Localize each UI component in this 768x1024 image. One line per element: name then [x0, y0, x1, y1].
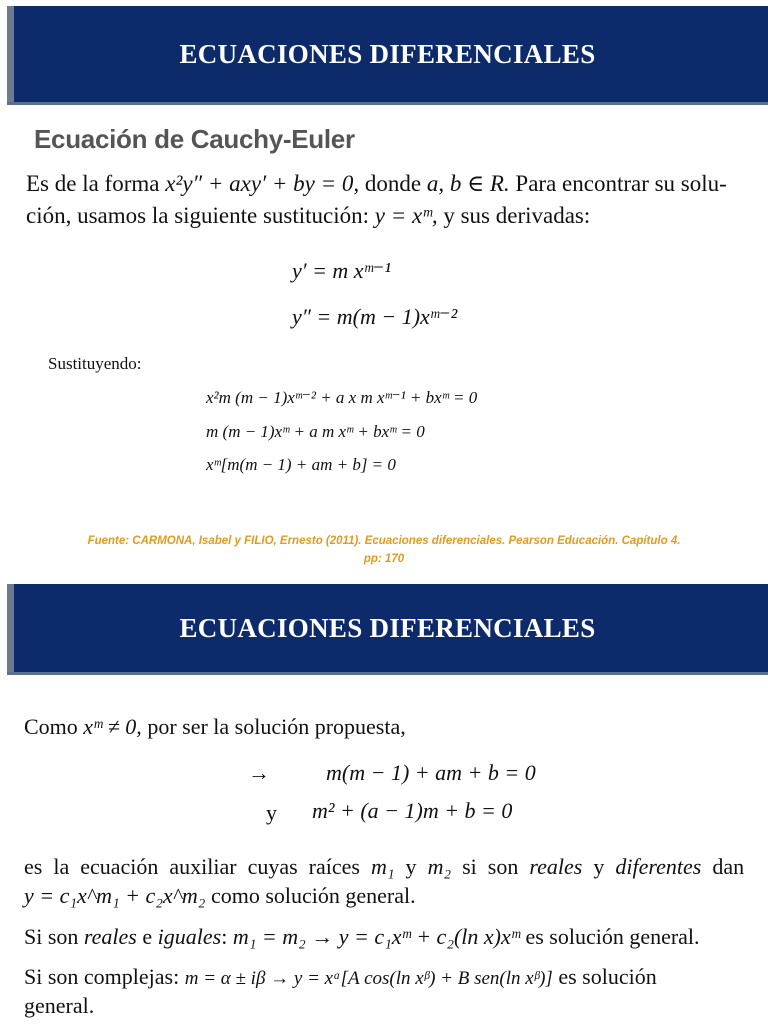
intro-equation: x²y″ + axy′ + by = 0,	[165, 171, 360, 196]
general-solution-eq: y = c₁x^m₁ + c₂x^m₂	[24, 883, 206, 908]
characteristic-eq-b: m² + (a − 1)m + b = 0	[312, 798, 513, 823]
intro-text-5: y sus derivadas:	[443, 203, 591, 228]
general-solution-line	[24, 881, 416, 910]
iguales-e: e	[142, 924, 153, 949]
intro-line-2	[26, 200, 590, 231]
como-rest: por ser la solución propuesta,	[147, 714, 406, 739]
slide-2	[0, 578, 768, 1024]
general-solution-rest: como solución general.	[210, 883, 416, 908]
label-sustituyendo: Sustituyendo:	[48, 354, 142, 373]
iguales-rest: es solución general.	[525, 924, 700, 949]
aux-m1: m₁	[370, 854, 395, 879]
iguales-text-1: Si son	[24, 924, 79, 949]
banner-title: ECUACIONES DIFERENCIALES	[179, 38, 596, 69]
como-word: Como	[24, 714, 78, 739]
aux-text-1: es la ecuación auxiliar cuyas raíces	[24, 854, 360, 879]
complex-line	[24, 962, 657, 993]
substitution-eq-3: xᵐ[m(m − 1) + am + b] = 0	[206, 455, 396, 474]
complex-rest: es solución	[558, 964, 657, 989]
substitution-eq-2: m (m − 1)xᵐ + a m xᵐ + bxᵐ = 0	[206, 422, 425, 441]
complex-last-line: general.	[24, 993, 95, 1018]
arrow-symbol: →	[248, 760, 270, 785]
iguales-equation: m₁ = m₂ → y = c₁xᵐ + c₂(ln x)xᵐ	[232, 924, 520, 949]
complex-text-1: Si son complejas:	[24, 964, 180, 989]
source-citation	[0, 532, 768, 568]
intro-text-2: donde	[364, 171, 422, 196]
intro-text-1: Es de la forma	[26, 171, 160, 196]
iguales-reales: reales	[83, 924, 137, 949]
aux-m2: m₂	[427, 854, 452, 879]
complex-equation: m = α ± iβ → y = xᵃ[A cos(ln xᵝ) + B sen(ln xᵝ)]	[184, 968, 553, 989]
intro-text-3: Para encontrar su solu-	[515, 171, 727, 196]
aux-diferentes: diferentes	[615, 854, 702, 879]
substitution-eq-1: x²m (m − 1)xᵐ⁻² + a x m xᵐ⁻¹ + bxᵐ = 0	[206, 388, 478, 407]
banner-shadow	[7, 6, 14, 102]
aux-reales: reales	[529, 854, 583, 879]
iguales-word: iguales	[157, 924, 222, 949]
aux-y: y	[405, 854, 417, 879]
iguales-line: Si son reales e iguales: m₁ = m₂ → y = c₁xᵐ + c₂(ln x)xᵐ es solución general.	[24, 924, 700, 949]
intro-text-4: ción, usamos la siguiente sustitución:	[26, 203, 370, 228]
intro-line-1	[26, 168, 727, 199]
derivative-1: y′ = m xᵐ⁻¹	[292, 258, 391, 283]
slide-1-banner	[7, 6, 768, 105]
slide-2-banner	[7, 584, 768, 675]
section-subtitle: Ecuación de Cauchy-Euler	[34, 124, 355, 154]
banner-title: ECUACIONES DIFERENCIALES	[179, 612, 596, 643]
source-line-1: Fuente: CARMONA, Isabel y FILIO, Ernesto (2011). Ecuaciones diferenciales. Pearson Educación. Capítulo 4.	[87, 535, 681, 547]
intro-substitution: y = xᵐ,	[374, 203, 438, 228]
derivative-2: y″ = m(m − 1)xᵐ⁻²	[292, 304, 458, 329]
auxiliary-line	[24, 852, 744, 881]
aux-text-4: dan	[712, 854, 745, 879]
characteristic-eq-a: m(m − 1) + am + b = 0	[326, 760, 536, 785]
como-line	[24, 712, 406, 741]
como-equation: xᵐ ≠ 0,	[83, 714, 142, 739]
y-connector: y	[266, 800, 277, 825]
aux-text-3: y	[593, 854, 605, 879]
banner-shadow	[7, 584, 14, 672]
intro-vars: a, b ∈ R.	[426, 171, 510, 196]
source-line-2: pp: 170	[363, 553, 405, 565]
aux-text-2: si son	[462, 854, 519, 879]
